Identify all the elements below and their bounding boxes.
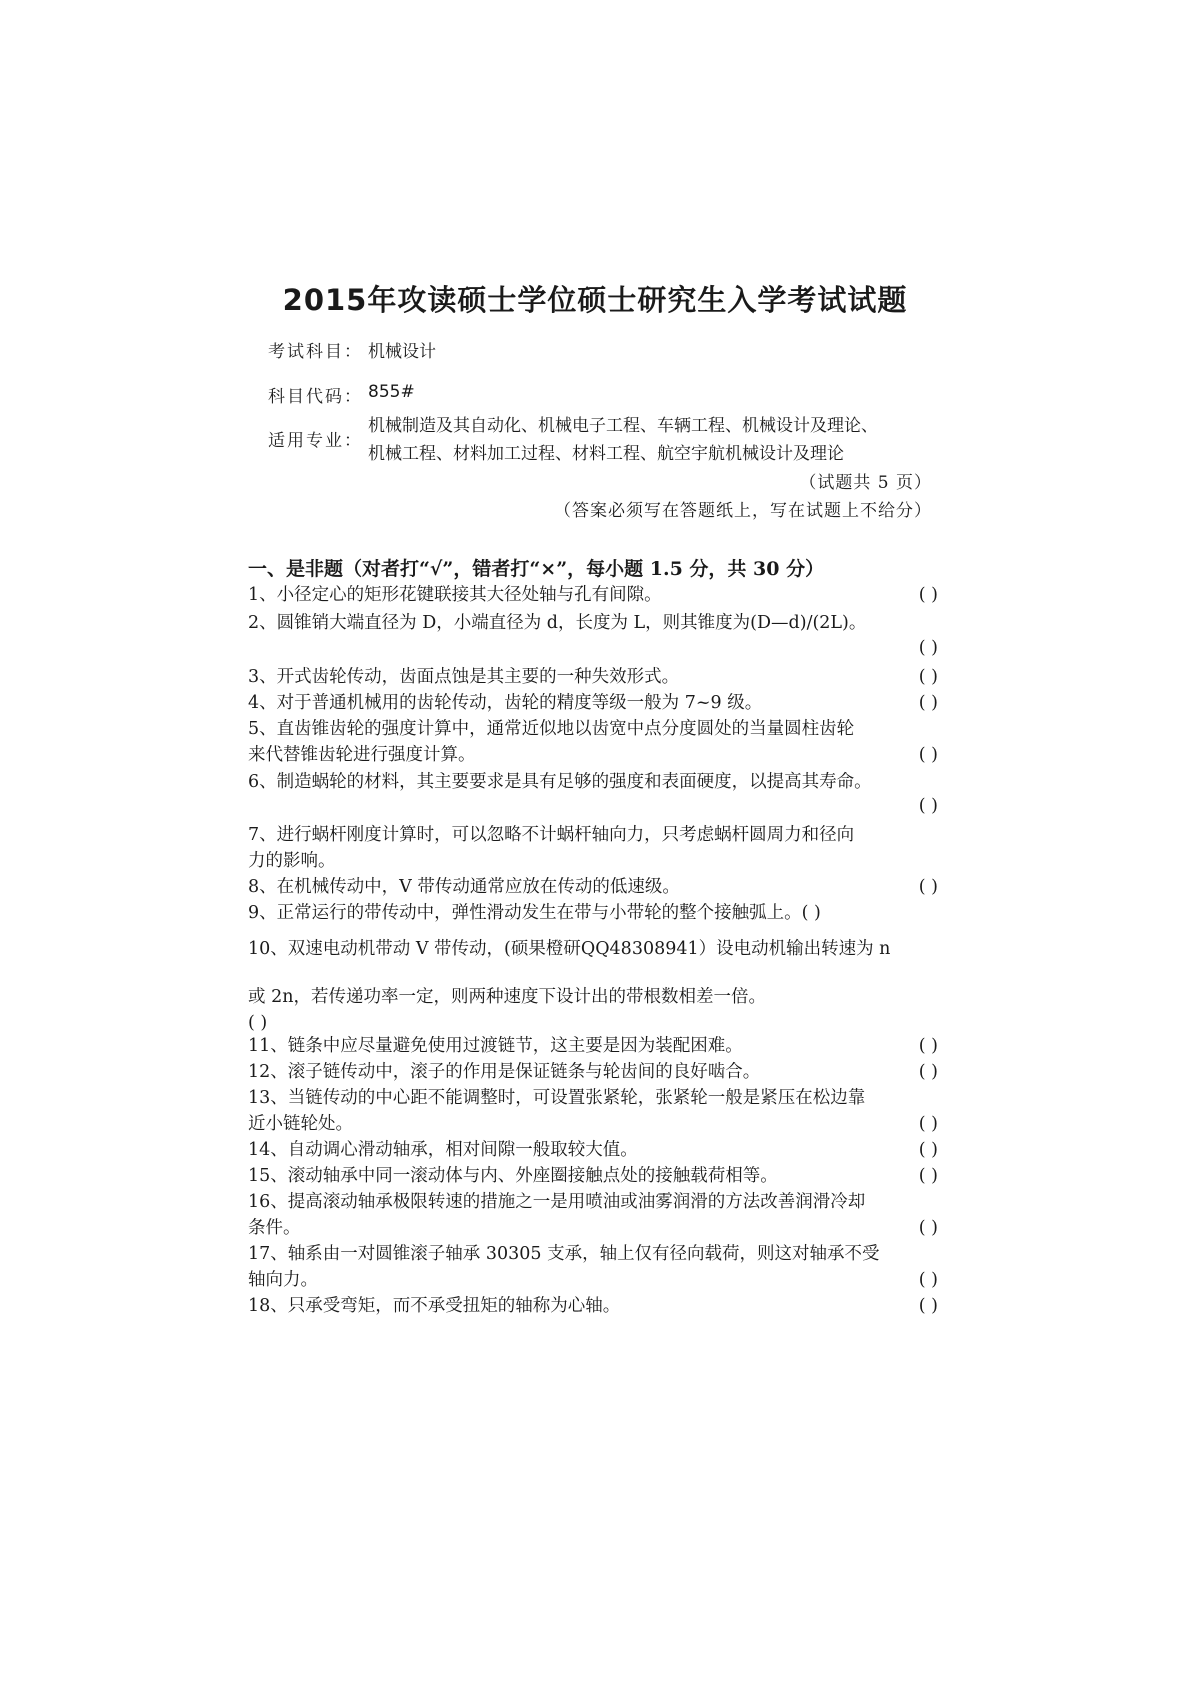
question-11 (248, 1033, 938, 1059)
majors-row (268, 412, 878, 468)
question-text: 7、进行蜗杆刚度计算时，可以忽略不计蜗杆轴向力，只考虑蜗杆圆周力和径向 (248, 825, 855, 845)
question-text: 16、提高滚动轴承极限转速的措施之一是用喷油或油雾润滑的方法改善润滑冷却 (248, 1192, 866, 1212)
answer-bracket: ( ) (918, 1062, 938, 1082)
answer-bracket: ( ) (918, 1036, 938, 1056)
code-value: 855# (368, 382, 415, 402)
question-text: 14、自动调心滑动轴承，相对间隙一般取较大值。 (248, 1140, 638, 1160)
answer-bracket: ( ) (918, 745, 938, 765)
answer-bracket: ( ) (918, 1114, 938, 1134)
question-18 (248, 1293, 938, 1319)
answer-bracket: ( ) (248, 1013, 268, 1033)
answer-bracket: ( ) (918, 877, 938, 897)
majors-list (368, 412, 878, 468)
question-text: 10、双速电动机带动 V 带传动，(硕果橙研QQ48308941）设电动机输出转速为 n (248, 939, 891, 959)
question-text: 17、轴系由一对圆锥滚子轴承 30305 支承，轴上仅有径向载荷，则这对轴承不受 (248, 1244, 880, 1264)
question-2 (248, 610, 938, 636)
question-6 (248, 769, 938, 795)
question-text: 近小链轮处。 (248, 1114, 353, 1134)
question-text: 来代替锥齿轮进行强度计算。 (248, 745, 476, 765)
answer-bracket: ( ) (918, 1140, 938, 1160)
question-5 (248, 716, 938, 768)
question-text: 18、只承受弯矩，而不承受扭矩的轴称为心轴。 (248, 1296, 621, 1316)
majors-label: 适用专业： (268, 431, 363, 451)
exam-title: 2015年攻读硕士学位硕士研究生入学考试试题 (282, 283, 908, 317)
subject-label: 考试科目： (268, 342, 363, 362)
question-text: 15、滚动轴承中同一滚动体与内、外座圈接触点处的接触载荷相等。 (248, 1166, 778, 1186)
answer-bracket: ( ) (918, 1166, 938, 1186)
question-text: 4、对于普通机械用的齿轮传动，齿轮的精度等级一般为 7~9 级。 (248, 693, 763, 713)
question-text: 11、链条中应尽量避免使用过渡链节，这主要是因为装配困难。 (248, 1036, 743, 1056)
question-text-cont (248, 1215, 938, 1241)
answer-bracket: ( ) (918, 796, 938, 816)
answer-bracket: ( ) (918, 638, 938, 658)
answer-bracket: ( ) (918, 1218, 938, 1238)
answer-bracket: ( ) (918, 1296, 938, 1316)
question-text: 2、圆锥销大端直径为 D，小端直径为 d，长度为 L，则其锥度为(D—d)/(2L)。 (248, 613, 867, 633)
question-text-cont (248, 742, 938, 768)
question-text: 轴向力。 (248, 1270, 318, 1290)
answer-bracket: ( ) (918, 585, 938, 605)
answer-bracket: ( ) (918, 1270, 938, 1290)
question-text: 6、制造蜗轮的材料，其主要要求是具有足够的强度和表面硬度，以提高其寿命。 (248, 772, 872, 792)
question-text: 或 2n，若传递功率一定，则两种速度下设计出的带根数相差一倍。 (248, 987, 766, 1007)
question-text: 13、当链传动的中心距不能调整时，可设置张紧轮，张紧轮一般是紧压在松边靠 (248, 1088, 866, 1108)
code-label: 科目代码： (268, 387, 363, 407)
question-15 (248, 1163, 938, 1189)
section-heading: 一、是非题（对者打“√”，错者打“×”，每小题 1.5 分，共 30 分） (248, 558, 825, 580)
subject-row (268, 337, 436, 362)
question-text-cont (248, 1267, 938, 1293)
question-16 (248, 1189, 938, 1241)
question-7 (248, 822, 938, 874)
answer-bracket: ( ) (918, 693, 938, 713)
question-17 (248, 1241, 938, 1293)
question-9 (248, 900, 938, 926)
question-13 (248, 1085, 938, 1137)
question-text: 3、开式齿轮传动，齿面点蚀是其主要的一种失效形式。 (248, 667, 680, 687)
question-text: 12、滚子链传动中，滚子的作用是保证链条与轮齿间的良好啮合。 (248, 1062, 761, 1082)
question-10 (248, 936, 938, 1036)
question-3 (248, 664, 938, 690)
question-text: 5、直齿锥齿轮的强度计算中，通常近似地以齿宽中点分度圆处的当量圆柱齿轮 (248, 719, 855, 739)
code-row (268, 382, 415, 407)
answer-bracket: ( ) (918, 667, 938, 687)
question-text: 力的影响。 (248, 851, 336, 871)
question-text: 8、在机械传动中，V 带传动通常应放在传动的低速级。 (248, 877, 680, 897)
question-12 (248, 1059, 938, 1085)
question-text-cont (248, 1111, 938, 1137)
question-8 (248, 874, 938, 900)
question-1 (248, 582, 938, 608)
question-text: 1、小径定心的矩形花键联接其大径处轴与孔有间隙。 (248, 585, 662, 605)
subject-value: 机械设计 (368, 342, 436, 362)
majors-line-2: 机械工程、材料加工过程、材料工程、航空宇航机械设计及理论 (368, 444, 844, 464)
question-text: 条件。 (248, 1218, 301, 1238)
majors-line-1: 机械制造及其自动化、机械电子工程、车辆工程、机械设计及理论、 (368, 416, 878, 436)
answer-note: （答案必须写在答题纸上，写在试题上不给分） (554, 501, 932, 521)
question-text: 9、正常运行的带传动中，弹性滑动发生在带与小带轮的整个接触弧上。( ) (248, 903, 821, 923)
question-14 (248, 1137, 938, 1163)
question-4 (248, 690, 938, 716)
pages-note: （试题共 5 页） (799, 473, 932, 493)
